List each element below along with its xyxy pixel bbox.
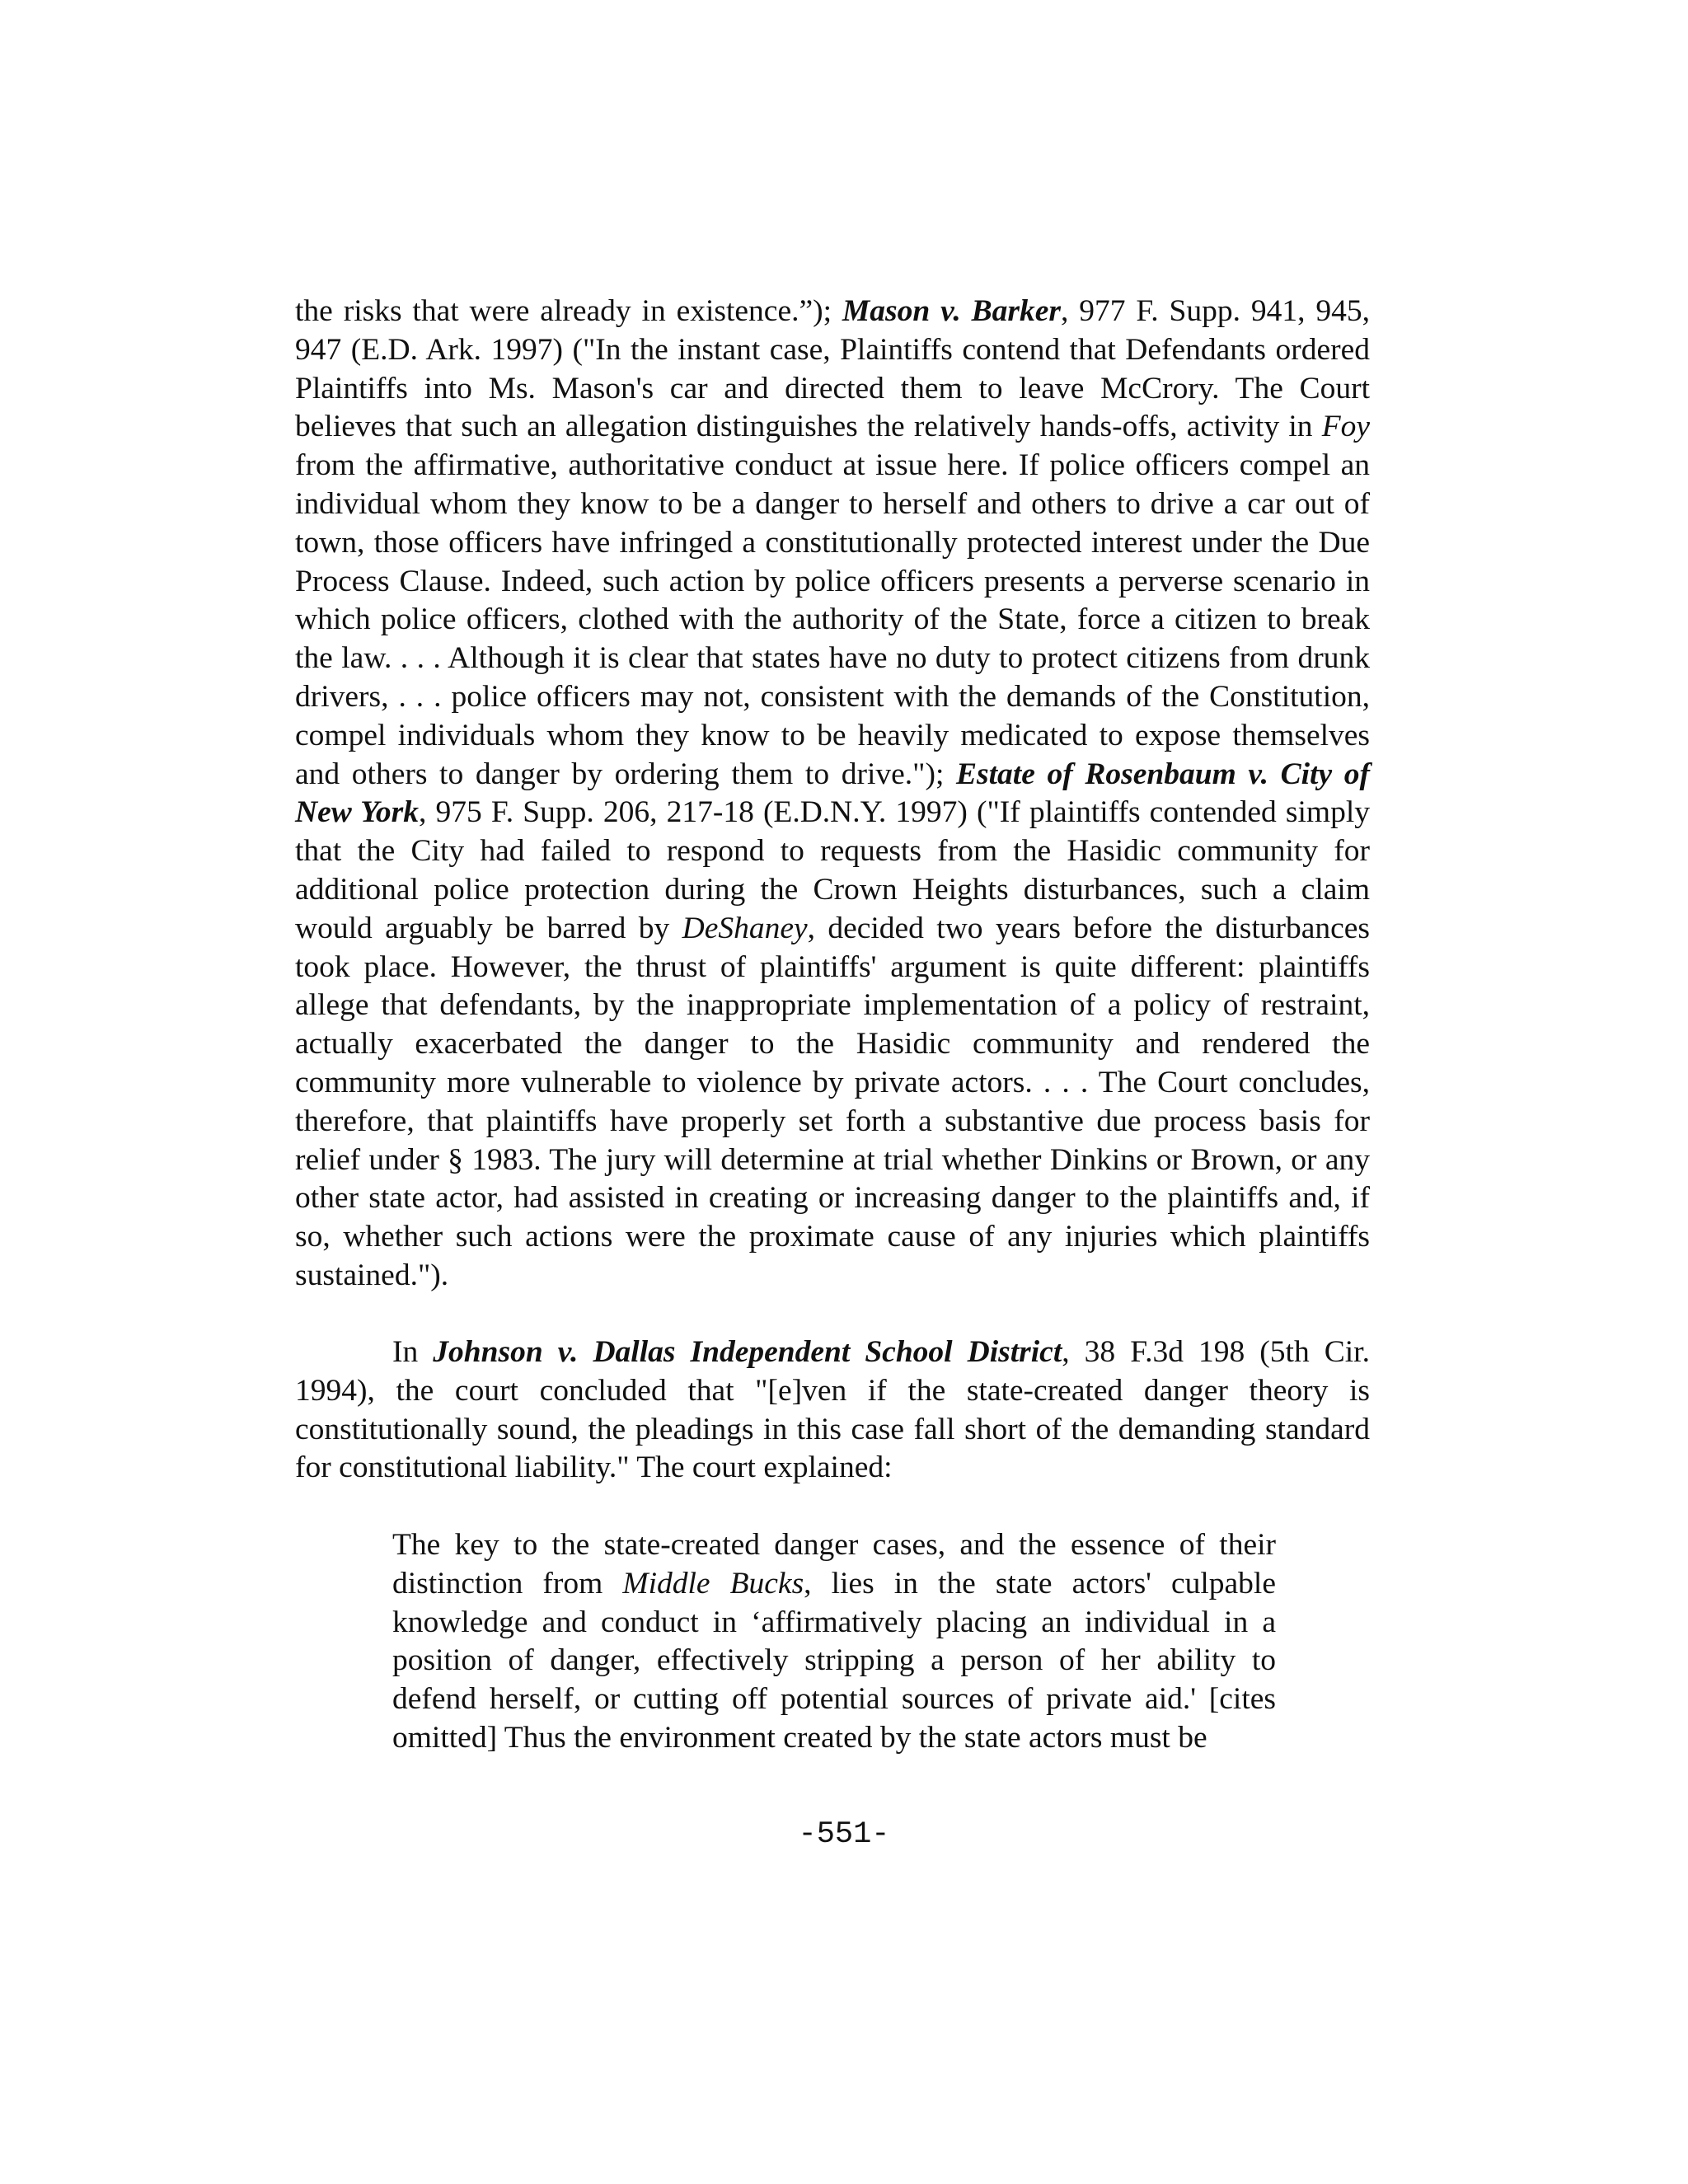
paragraph-johnson xyxy=(295,1333,1370,1488)
text-run: The key to the state-created danger cases, and the essence of their distinction from xyxy=(392,1528,1276,1601)
case-name-mason-v-barker: Mason v. Barker xyxy=(842,294,1061,328)
text-run: , 977 F. Supp. 941, 945, 947 (E.D. Ark. 1997) ("In the instant case, Plaintiffs contend that Defendants ordered Plaintiffs into Ms. Mason's car and directed them to leave McCrory. The Court believes that such an allegation distinguishes the relatively hands-offs, activity in xyxy=(295,294,1370,444)
page-number: -551- xyxy=(798,1817,890,1852)
text-run: , 38 F.3d 198 (5th Cir. 1994), the court concluded that "[e]ven if the state-created danger theory is constitutionally sound, the pleadings in this case fall short of the demanding standard for constitutional liability." The court explained: xyxy=(295,1335,1370,1485)
case-name-deshaney: DeShaney xyxy=(682,911,808,945)
paragraph-case-citations xyxy=(295,293,1370,1296)
case-name-foy: Foy xyxy=(1321,410,1370,444)
text-run: , decided two years before the disturbances took place. However, the thrust of plaintiffs' argument is quite different: plaintiffs allege that defendants, by the inappropriate implementation of a policy of restraint, actually exacerbated the danger to the Hasidic community and rendered the community more vulnerable to violence by private actors. . . . The Court concludes, therefore, that plaintiffs have properly set forth a substantive due process basis for relief under § 1983. The jury will determine at trial whether Dinkins or Brown, or any other state actor, had assisted in creating or increasing danger to the plaintiffs and, if so, whether such actions were the proximate cause of any injuries which plaintiffs sustained."). xyxy=(295,911,1370,1292)
case-name-johnson-v-dallas: Johnson v. Dallas Independent School District xyxy=(433,1335,1062,1369)
text-run: In xyxy=(392,1335,434,1369)
text-run: the risks that were already in existence.”); xyxy=(295,294,842,328)
text-run: , lies in the state actors' culpable knowledge and conduct in ‘affirmatively placing an individual in a position of danger, effectively stripping a person of her ability to defend herself, or cutting off potential sources of private aid.' [cites omitted] Thus the environment created by the state actors must be xyxy=(392,1566,1276,1755)
text-run: from the affirmative, authoritative conduct at issue here. If police officers compel an individual whom they know to be a danger to herself and others to drive a car out of town, those officers have infringed a constitutionally protected interest under the Due Process Clause. Indeed, such action by police officers presents a perverse scenario in which police officers, clothed with the authority of the State, force a citizen to break the law. . . . Although it is clear that states have no duty to protect citizens from drunk drivers, . . . police officers may not, consistent with the demands of the Constitution, compel individuals whom they know to be heavily medicated to expose themselves and others to danger by ordering them to drive."); xyxy=(295,448,1370,791)
block-quote xyxy=(392,1526,1276,1758)
case-name-middle-bucks: Middle Bucks xyxy=(622,1566,804,1601)
text-run: , 975 F. Supp. 206, 217-18 (E.D.N.Y. 1997) ("If plaintiffs contended simply that the City had failed to respond to requests from the Hasidic community for additional police protection during the Crown Heights disturbances, such a claim would arguably be barred by xyxy=(295,795,1371,945)
case-name-estate-of-rosenbaum: Estate of Rosenbaum v. City of New York xyxy=(295,757,1370,830)
